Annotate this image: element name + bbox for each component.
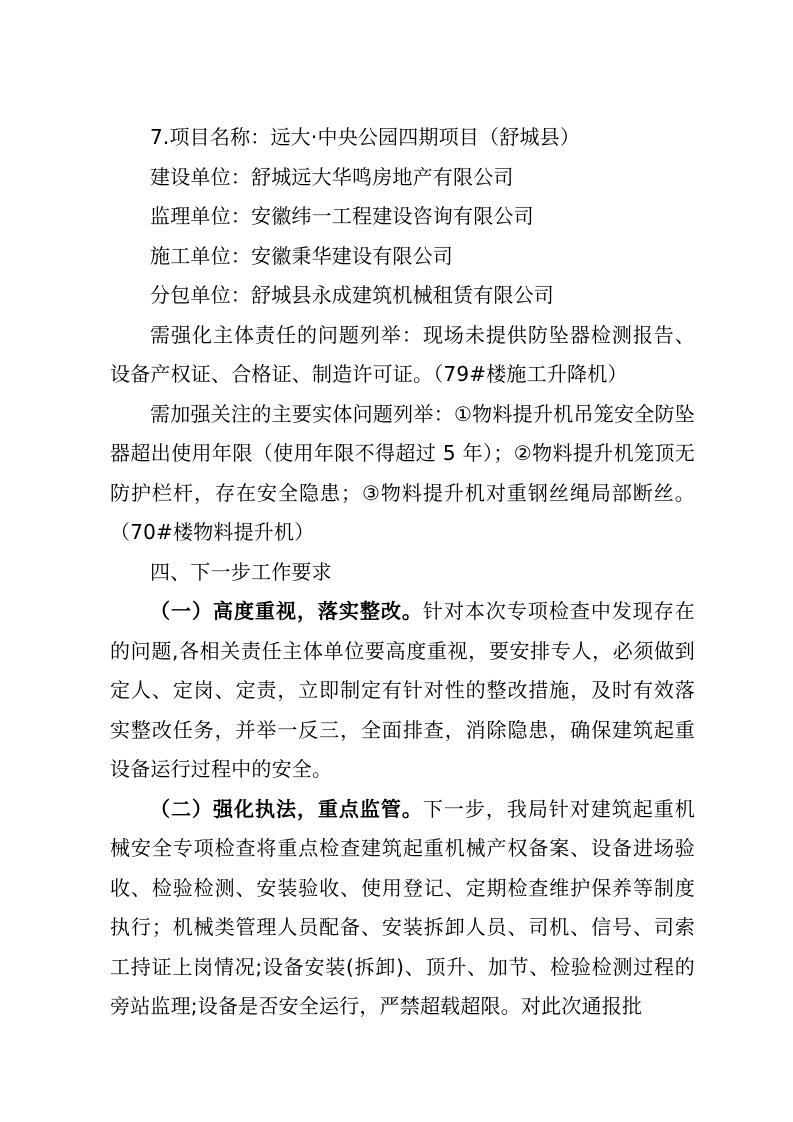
requirement-body: 下一步，我局针对建筑起重机械安全专项检查将重点检查建筑起重机械产权备案、设备进场验收、检验检测、安装验收、使用登记、定期检查维护保养等制度执行；机械类管理人员配备、安装拆卸人员、司机、信号、司索工持证上岗情况;设备安装(拆卸)、顶升、加节、检验检测过程的旁站监理;设备是否安全运行，严禁超载超限。对此次通报批: [110, 796, 695, 1018]
requirement-body: 针对本次专项检查中发现存在的问题,各相关责任主体单位要高度重视，要安排专人，必须做到定人、定岗、定责，立即制定有针对性的整改措施，及时有效落实整改任务，并举一反三，全面排查，消除隐患，确保建筑起重设备运行过程中的安全。: [110, 599, 695, 781]
responsibility-issues-paragraph: 需强化主体责任的问题列举：现场未提供防坠器检测报告、设备产权证、合格证、制造许可证。（79#楼施工升降机）: [110, 322, 695, 386]
document-body: [110, 118, 695, 1027]
subcontract-unit-line: 分包单位：舒城县永成建筑机械租赁有限公司: [150, 283, 554, 307]
project-name-line: 7.项目名称：远大·中央公园四期项目（舒城县）: [150, 125, 581, 149]
builder-unit-line: 施工单位：安徽秉华建设有限公司: [150, 243, 453, 268]
section-heading: 四、下一步工作要求: [150, 559, 332, 584]
construction-unit-line: 建设单位：舒城远大华鸣房地产有限公司: [150, 164, 514, 189]
requirement-title: （一）高度重视，落实整改。: [150, 599, 423, 623]
requirement-title: （二）强化执法，重点监管。: [150, 796, 423, 821]
requirement-paragraph: [110, 790, 695, 1027]
supervision-unit-line: 监理单位：安徽纬一工程建设咨询有限公司: [150, 204, 534, 228]
requirement-paragraph: [110, 592, 695, 790]
entity-issues-paragraph: 需加强关注的主要实体问题列举：①物料提升机吊笼安全防坠器超出使用年限（使用年限不得超过 5 年）；②物料提升机笼顶无防护栏杆，存在安全隐患；③物料提升机对重钢丝绳局部断丝。（70#楼物料提升机）: [110, 401, 695, 544]
